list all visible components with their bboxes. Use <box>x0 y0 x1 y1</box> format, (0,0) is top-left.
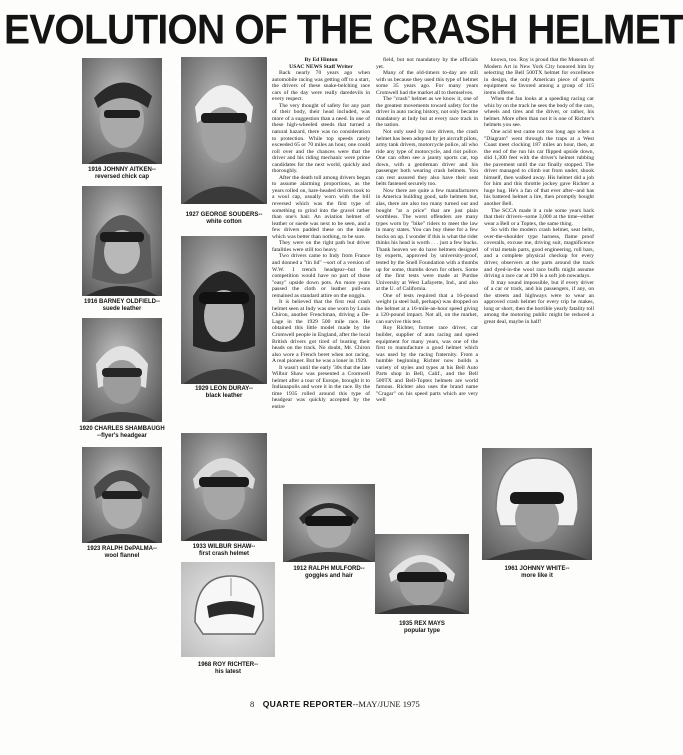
portrait-icon <box>375 534 469 614</box>
portrait-icon <box>283 484 375 562</box>
caption-shaw-name: 1933 WILBUR SHAW-- <box>192 544 256 550</box>
paragraph: The "crash" helmet as we know it, one of the greatest movements toward safety for the driver in auto racing history, not only became mandatory at Indy but at every race track in the nation. <box>376 96 478 129</box>
portrait-icon <box>482 448 592 560</box>
photo-richter <box>181 562 275 657</box>
caption-shaw-sub: first crash helmet <box>198 551 250 557</box>
paragraph: They were on the right path but driver fatalities were still too heavy. <box>272 240 370 253</box>
article-column-3 <box>484 57 594 445</box>
paragraph: It is believed that the first real crash helmet seen at Indy was one worn by Louis Chiron, another Frenchman, driving a De-Lage in the 1929 500 mile race. He obtained this little model made by the Cromwell people in England, after the local British drivers got tired of busting their heads on the track. No doubt, Mr. Chiron also wore a French beret when not racing. A real pioneer. But he was a loner in 1929. <box>272 299 371 365</box>
headline: EVOLUTION OF THE CRASH HELMET <box>4 6 683 54</box>
paragraph: So with the modern crash helmet, seat belts, over-the-shoulder type harness, flame proof coveralls, excuse me, driving suit, magnificence of vital metals parts, good engineering, roll bars, and a complete physical checkup for every driver, observers at the parts around the track and dyed-in-the wool race buffs might assume driving a race car at 190 is a soft job nowadays. <box>484 227 594 280</box>
photo-duray <box>181 236 267 384</box>
caption-white <box>480 566 594 580</box>
paragraph: It wasn't until the early '30s that the late Wilbur Shaw was presented a Cromwell helmet after a tour of Europe, brought it to Indianapolis and wore it in the race. By the time 1935 rolled around this type of headgear was quickly accepted by the entire <box>272 364 370 410</box>
photo-depalma <box>82 447 162 543</box>
caption-depalma-sub: wool flannel <box>104 553 140 559</box>
publication-name: QUARTE REPORTER <box>262 699 353 709</box>
caption-depalma-name: 1923 RALPH DePALMA-- <box>87 546 157 552</box>
caption-shaw <box>176 544 272 558</box>
portrait-icon <box>181 236 267 384</box>
caption-white-name: 1961 JOHNNY WHITE-- <box>504 566 570 572</box>
photo-mulford <box>283 484 375 562</box>
caption-aitken <box>72 167 172 181</box>
caption-mays <box>374 621 470 635</box>
paragraph: One acid test came not too long ago when a "Diagram" went through the traps at a West Coast meet clocking 187 miles an hour, then, at the end of the run his car flipped upside down, slid 1,300 feet with the driver's helmet rubbing the pavement until the car finally stopped. The driver managed to climb out from under, shook himself, then walked away. His helmet did a job for him and this throttle jockey gave Richter a huge hug. He's a fan of that ever after--and has his battered helmet a lire, then promptly bought another Bell. <box>484 129 594 208</box>
caption-souders <box>176 212 272 226</box>
caption-oldfield-name: 1916 BARNEY OLDFIELD-- <box>84 299 160 305</box>
paragraph: One of tests required that a 16-pound weight (a steel ball, perhaps) was dropped on the helmet at a 16-mile-an-hour speed giving a 120-pound impact. Not all, on the market, can survive this test. <box>376 292 478 325</box>
portrait-icon <box>82 58 162 164</box>
paragraph: When the fan looks at a speeding racing car whiz by on the track he sees the body of the cars, wheels and tires and the driver, or rather, his helmet. More often than not it is one of Richter's helmets you see. <box>484 96 594 129</box>
byline-org: USAC NEWS Staff Writer <box>289 63 353 70</box>
photo-aitken <box>82 58 162 164</box>
portrait-icon <box>82 318 162 422</box>
caption-duray-name: 1929 LEON DURAY-- <box>195 386 253 392</box>
caption-souders-name: 1927 GEORGE SOUDERS-- <box>185 212 263 218</box>
photo-mays <box>375 534 469 614</box>
photo-shaw <box>181 433 267 541</box>
paragraph: Back nearly 70 years ago when automobile racing was getting off to a start, the drivers of these snake-belching race cars of the day were really daredevils in every respect. <box>272 70 370 103</box>
caption-shambaugh-name: 1920 CHARLES SHAMBAUGH <box>79 426 165 432</box>
caption-depalma <box>72 546 172 560</box>
caption-mulford-sub: goggles and hair <box>304 573 353 579</box>
caption-oldfield <box>72 299 172 313</box>
issue-date: --MAY/JUNE 1975 <box>352 699 420 709</box>
paragraph: Not only used by race drivers, the crash helmet has been adopted by jet aircraft pilots, army tank drivers, motorcycle police, all who ride any type of motorcycle, and riot police. One can often see a jaunty sports car, top down, with a gentleman driver and his passenger both wearing crash helmets. You can rest assured they also have their seat belts fastened securely too. <box>376 129 478 188</box>
caption-shambaugh <box>72 426 172 440</box>
caption-aitken-name: 1916 JOHNNY AITKEN-- <box>88 167 156 173</box>
paragraph: After the death toll among drivers began to assume alarming proportions, as the years rolled on, hare-headed drivers took to a wool cap, usually worn with the bill reversed which was the first type of something to grind into the gravel rather than one's hair. An aviation helmet of leather or suede was next to be seen, and a few drivers padded these on the inside which was better than nothing, to be sure. <box>272 174 370 240</box>
photo-white <box>482 448 592 560</box>
caption-souders-sub: white cotton <box>206 219 242 225</box>
caption-duray-sub: black leather <box>205 393 243 399</box>
paragraph: The SCCA made it a rule some years back that their drivers--some 3,000 at the time--either wear a Bell or a Toptex, the same thing. <box>484 207 594 227</box>
paragraph: Many of the old-timers to-day are still with us because they used this type of helmet some 35 years ago. For many years Cromwell had the market all to themselves. <box>376 70 478 96</box>
portrait-icon <box>181 433 267 541</box>
photo-souders <box>181 57 267 204</box>
paragraph: Now there are quite a few manufacturers in America building good, safe helmets but, alas, there are also too many turned out and bought "at a price" that are just plain worthless. The worst offenders are many types worn by "bike" riders to meet the law in many states. You can buy these for a few bucks on up. I wonder if this is what the rider thinks his head is worth . . . just a few bucks. Thank heaven we do have helmets designed by experts, approved by university-proof, tested by the Snell Foundation with a thumbs up for some, thumbs down for others. Some of the first tests were made at Purdue University at West Lafayette, Ind., and also at the U. of California. <box>376 187 478 293</box>
caption-richter-name: 1968 ROY RICHTER-- <box>197 662 259 668</box>
article-column-1 <box>272 57 370 483</box>
portrait-icon <box>82 447 162 543</box>
article-column-2 <box>376 57 478 531</box>
paragraph: It may sound impossible, but if every driver of a car or track, and his passengers, if any, on the streets and highways were to wear an approved crash helmet for every trip he makes, long or short, then the horrible yearly fatality toll among the motoring public might be reduced a great deal, maybe in half! <box>484 279 594 325</box>
helmet-icon <box>181 562 275 657</box>
paragraph: Two drivers came to Indy from France and donned a "tin lid" --sort of a version of W.W. I trench headgear--but the competition would have no part of those "easy" upside down pots. An more years passed the cloth or leather pull-ons remained as standard attire on the noggin. <box>272 253 370 299</box>
paragraph: The very thought of safety for any part of their body, their head included, was more of a suggestion than a need. In one of these high-wheeled steeds that turned a natural hazard, there was no consideration to protection. While top speeds rarely exceeded 65 or 70 miles an hour, one could roll over and the chances were that the driver and his riding mechanic were prime candidates for the next world, quickly and thoroughly. <box>272 102 370 175</box>
caption-oldfield-sub: suede leather <box>102 306 142 312</box>
caption-mulford <box>282 566 376 580</box>
caption-aitken-sub: reversed chick cap <box>94 174 150 180</box>
caption-mays-sub: popular type <box>403 628 440 634</box>
page-footer <box>250 699 420 709</box>
photo-oldfield <box>82 186 162 296</box>
photo-shambaugh <box>82 318 162 422</box>
byline: By Ed Hinton <box>304 57 338 63</box>
portrait-icon <box>82 186 162 296</box>
paragraph: Roy Richter, former race driver, car builder, supplier of auto racing and speed equipment for many years, was one of the first to manufacture a good helmet which was used by the racing fraternity. From a humble beginning Richter now builds a variety of styles and types at his Bell Auto Parts shop in Bell, Calif., and the Bell 500TX and Bell-Toptex helmets are world famous. Richter also uses the brand name "Cragar" on his speed parts which are very well <box>376 325 478 404</box>
portrait-icon <box>181 57 267 204</box>
caption-mays-name: 1935 REX MAYS <box>399 621 445 627</box>
caption-mulford-name: 1912 RALPH MULFORD-- <box>293 566 365 572</box>
paragraph: known, too. Roy is proud that the Museum of Modern Art in New York City honored him by selecting the Bell 500TX helmet for excellence in design, the only American piece of sports equipment so favored among a group of 115 items offered. <box>484 57 594 96</box>
caption-shambaugh-sub: --flyer's headgear <box>97 433 147 439</box>
page-number: 8 <box>250 699 255 709</box>
caption-richter-sub: his latest <box>214 669 241 675</box>
caption-white-sub: more like it <box>521 573 553 579</box>
paragraph: field, but not mandatory by the officials yet. <box>376 57 478 70</box>
caption-duray <box>176 386 272 400</box>
caption-richter <box>180 662 276 676</box>
